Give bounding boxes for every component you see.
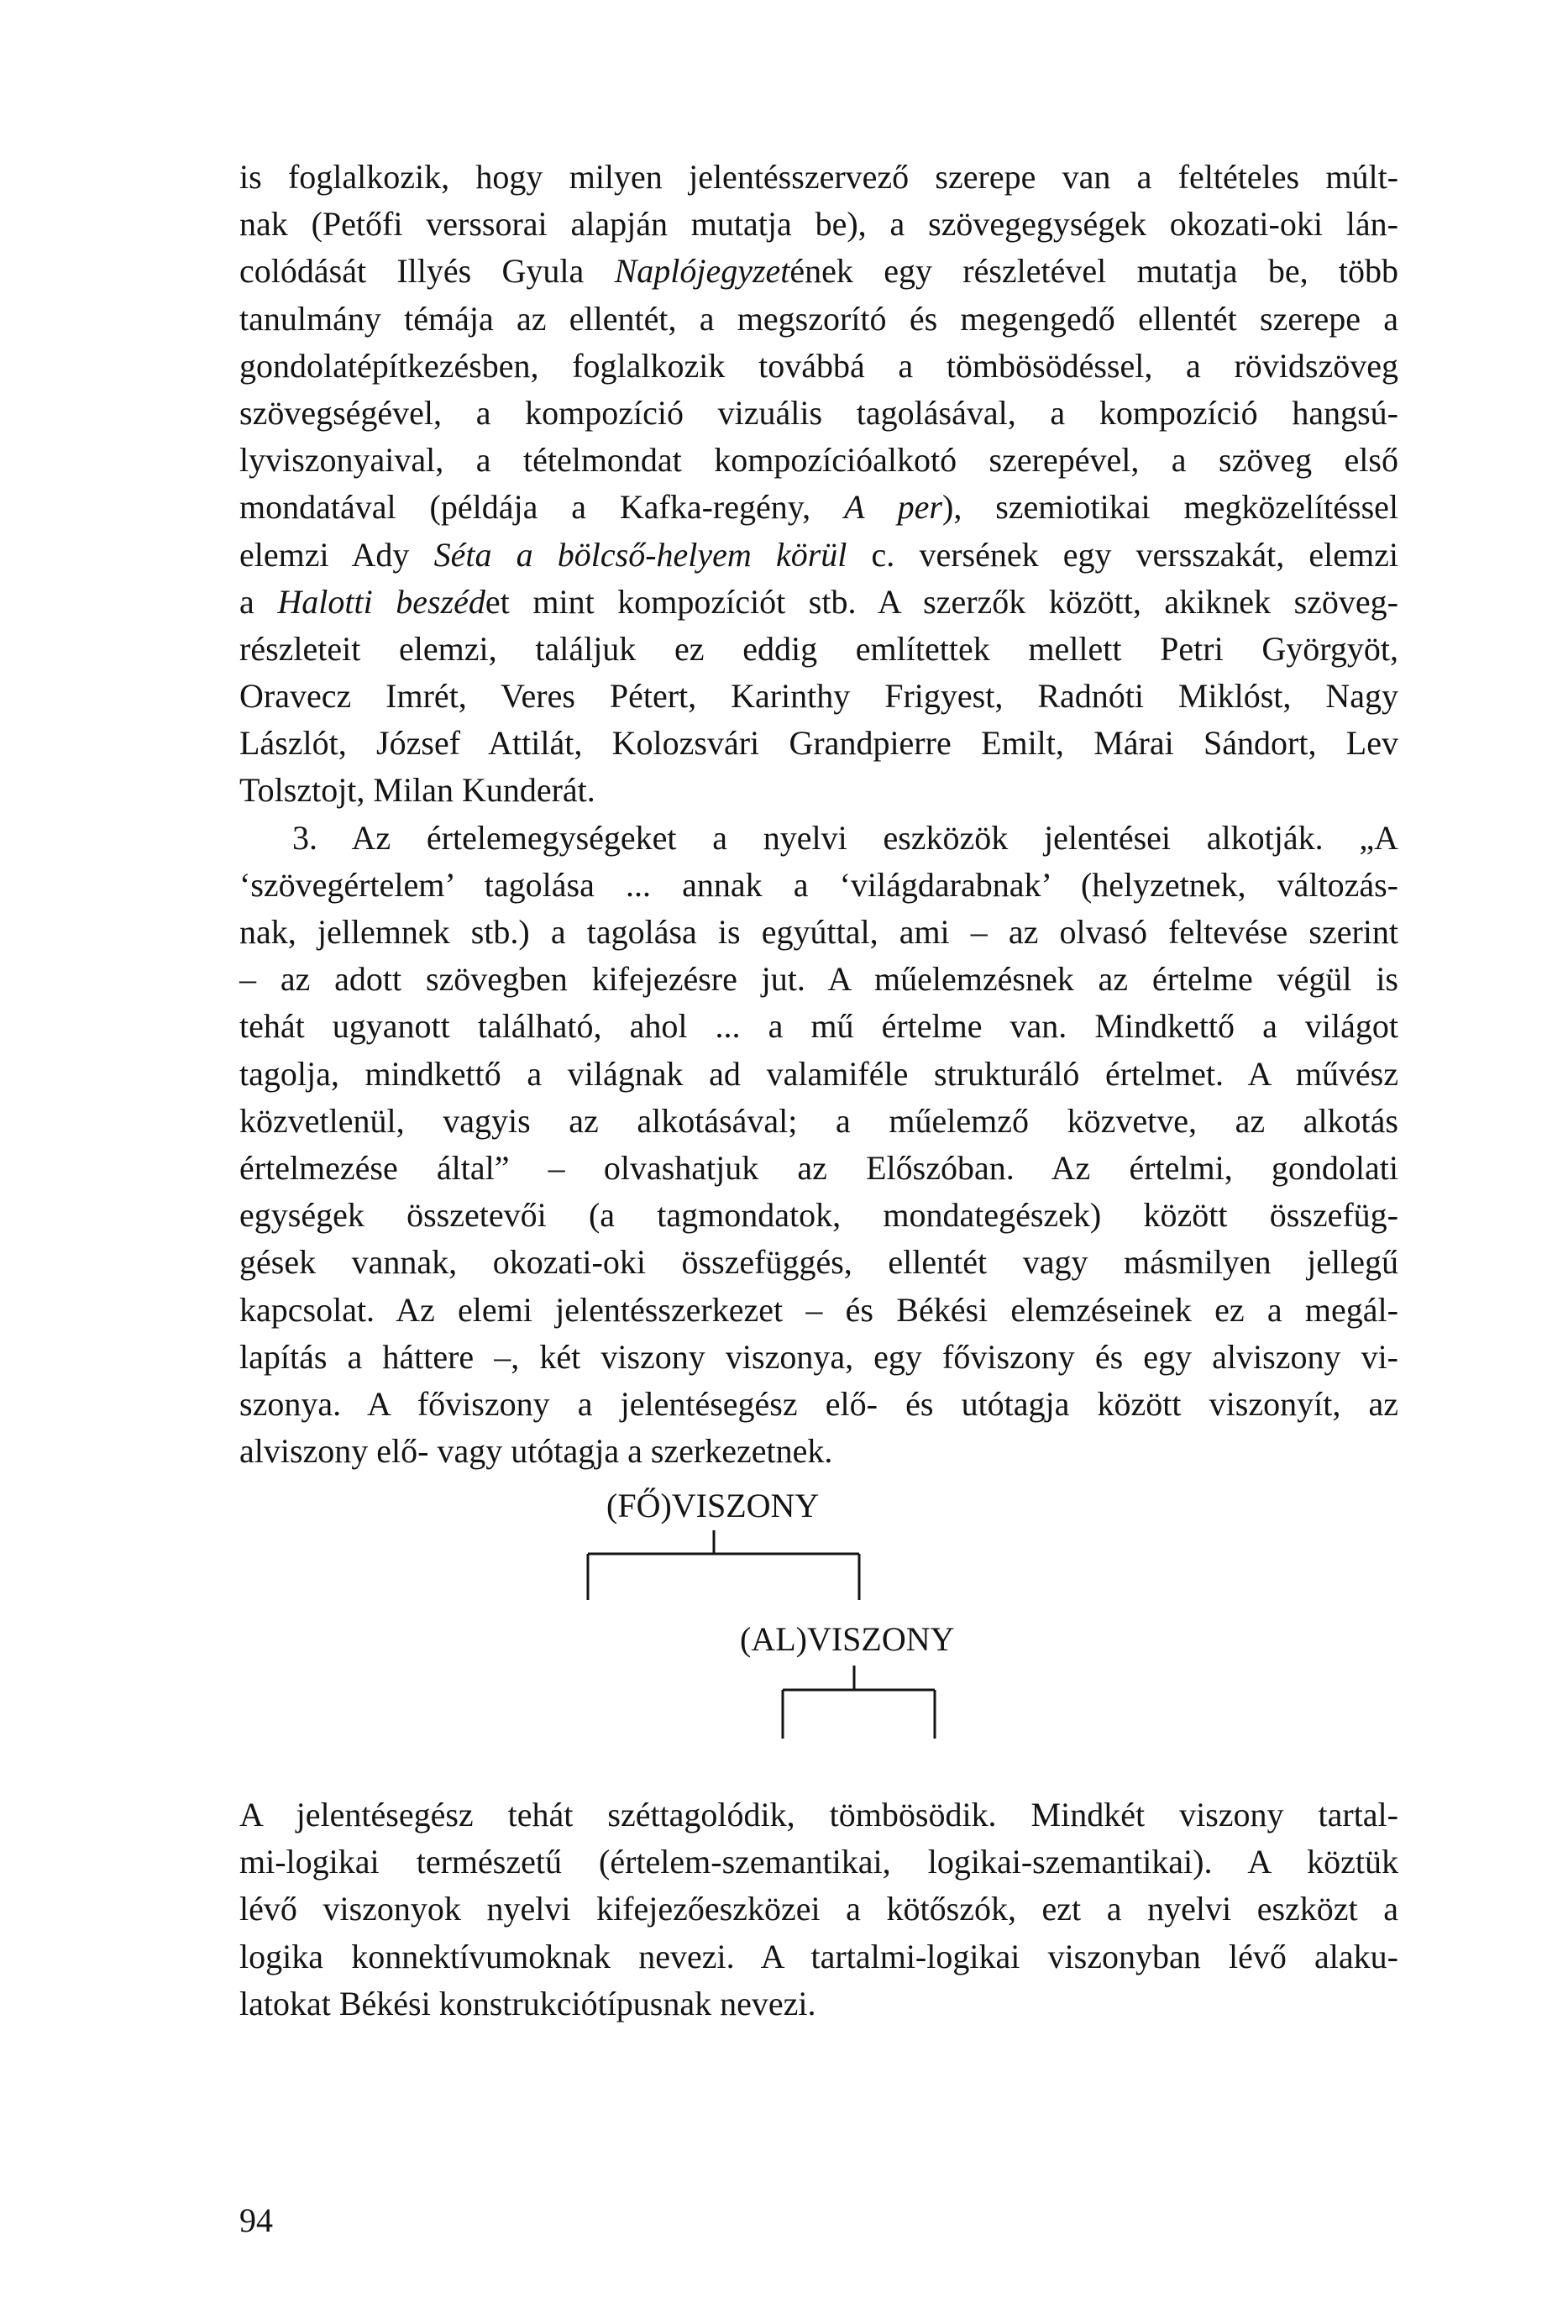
body-text-line: nak, jellemnek stb.) a tagolása is egyúttal, ami – az olvasó feltevése szerint <box>239 913 1398 951</box>
italic-title: Naplójegyzet <box>614 252 790 291</box>
body-text-line: gondolatépítkezésben, foglalkozik továbbá a tömbösödéssel, a rövidszöveg <box>239 346 1398 385</box>
body-text-line: Lászlót, József Attilát, Kolozsvári Grandpierre Emilt, Márai Sándort, Lev <box>239 724 1398 763</box>
closing-text-line: mi-logikai természetű (értelem-szemantikai, logikai-szemantikai). A köztük <box>239 1843 1398 1881</box>
body-text-line: colódását Illyés Gyula Naplójegyzetének egy részletével mutatja be, több <box>239 252 1398 291</box>
closing-paragraph <box>239 1792 1398 2028</box>
body-text-line: elemzi Ady Séta a bölcső-helyem körül c. versének egy versszakát, elemzi <box>239 535 1398 574</box>
body-text-line: tanulmány témája az ellentét, a megszorító és megengedő ellentét szerepe a <box>239 299 1398 338</box>
closing-text-line: logika konnektívumoknak nevezi. A tartalmi-logikai viszonyban lévő alaku- <box>239 1937 1398 1975</box>
page-number: 94 <box>239 2201 273 2239</box>
main-text-block <box>239 154 1398 1475</box>
closing-text-line: latokat Békési konstrukciótípusnak nevezi. <box>239 1984 816 2022</box>
italic-title: Séta a bölcső-helyem körül <box>433 535 847 574</box>
main-relation-label: (FŐ)VISZONY <box>606 1487 820 1524</box>
body-text-line: részleteit elemzi, találjuk ez eddig említettek mellett Petri Györgyöt, <box>239 629 1398 668</box>
body-text-line: a Halotti beszédet mint kompozíciót stb. A szerzők között, akiknek szöveg- <box>239 582 1398 621</box>
closing-text-line: A jelentésegész tehát széttagolódik, tömbösödik. Mindkét viszony tartal- <box>239 1796 1398 1833</box>
body-text-line: lapítás a háttere –, két viszony viszonya, egy főviszony és egy alviszony vi- <box>239 1337 1398 1376</box>
body-text-line: tehát ugyanott található, ahol ... a mű értelme van. Mindkettő a világot <box>239 1007 1398 1046</box>
body-text-line: gések vannak, okozati-oki összefüggés, ellentét vagy másmilyen jellegű <box>239 1243 1398 1282</box>
body-text-line: is foglalkozik, hogy milyen jelentésszervező szerepe van a feltételes múlt- <box>239 158 1398 196</box>
body-text-line: kapcsolat. Az elemi jelentésszerkezet – és Békési elemzéseinek ez a megál- <box>239 1290 1398 1329</box>
body-text-line: egységek összetevői (a tagmondatok, mondategészek) között összefüg- <box>239 1196 1398 1235</box>
closing-text-line: lévő viszonyok nyelvi kifejezőeszközei a kötőszók, ezt a nyelvi eszközt a <box>239 1890 1398 1928</box>
body-text-line: tagolja, mindkettő a világnak ad valamiféle strukturáló értelmet. A művész <box>239 1054 1398 1093</box>
italic-title: A per <box>844 488 942 527</box>
body-text-line: értelmezése által” – olvashatjuk az Előszóban. Az értelmi, gondolati <box>239 1148 1398 1187</box>
sub-relation-label: (AL)VISZONY <box>740 1620 955 1658</box>
body-text-line: nak (Petőfi verssorai alapján mutatja be), a szövegegységek okozati-oki lán- <box>239 205 1398 244</box>
body-text-line: közvetlenül, vagyis az alkotásával; a műelemző közvetve, az alkotás <box>239 1101 1398 1140</box>
body-text-line: ‘szövegértelem’ tagolása ... annak a ‘világdarabnak’ (helyzetnek, változás- <box>239 865 1398 904</box>
body-text-line: 3. Az értelemegységeket a nyelvi eszközök jelentései alkotják. „A <box>292 818 1398 857</box>
body-text-line: szövegségével, a kompozíció vizuális tagolásával, a kompozíció hangsú- <box>239 393 1398 432</box>
body-text-line: Tolsztojt, Milan Kunderát. <box>239 771 595 810</box>
italic-title: Halotti beszéd <box>277 582 485 621</box>
body-text-line: alviszony elő- vagy utótagja a szerkezetnek. <box>239 1432 833 1471</box>
body-text-line: – az adott szövegben kifejezésre jut. A műelemzésnek az értelme végül is <box>239 960 1398 999</box>
body-text-line: Oravecz Imrét, Veres Pétert, Karinthy Frigyest, Radnóti Miklóst, Nagy <box>239 677 1398 716</box>
body-text-line: lyviszonyaival, a tételmondat kompozícióalkotó szerepével, a szöveg első <box>239 441 1398 480</box>
body-text-line: mondatával (példája a Kafka-regény, A per), szemiotikai megközelítéssel <box>239 488 1398 527</box>
body-text-line: szonya. A főviszony a jelentésegész elő- és utótagja között viszonyít, az <box>239 1384 1398 1423</box>
